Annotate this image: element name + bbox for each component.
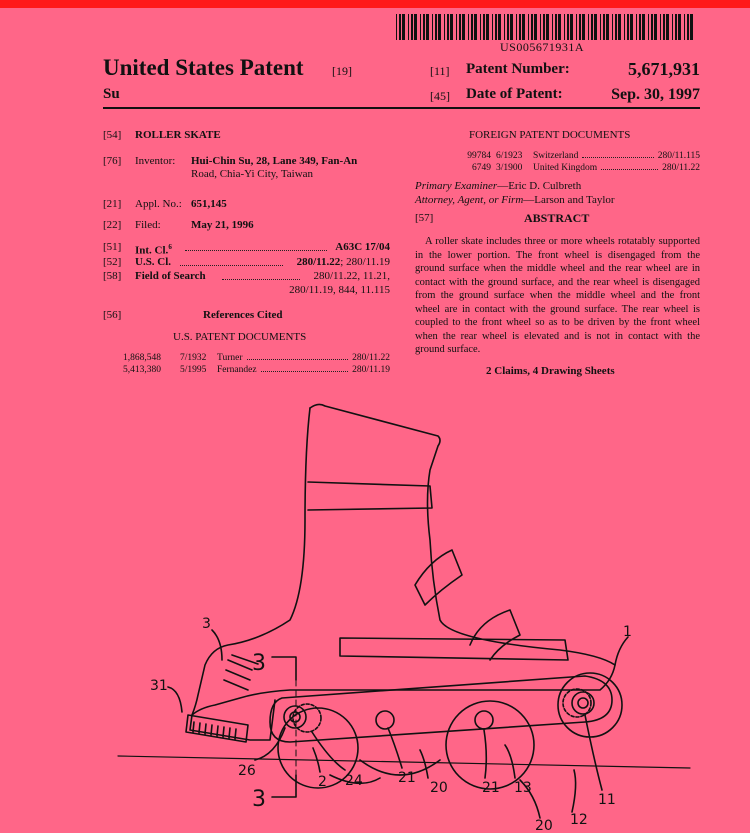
foreign-doc-number: 6749 [472,163,491,173]
attorney-label: Attorney, Agent, or Firm [415,194,524,206]
primary-examiner-label: Primary Examiner [415,180,498,192]
patent-number-label: Patent Number: [466,61,570,77]
title-ref-code: [19] [332,64,352,78]
us-doc-class: 280/11.22 [352,353,390,363]
appl-code: [21] [103,198,122,210]
ref-label-2: 2 [318,774,327,790]
appl-label: Appl. No.: [135,198,182,210]
foreign-doc-date: 3/1900 [496,163,523,173]
mid-axle-2 [475,711,493,729]
sole-line [340,638,568,660]
foreign-doc-class: 280/11.22 [662,163,700,173]
us-doc-name: Turner [217,353,243,363]
us-doc-class: 280/11.19 [352,365,390,375]
title-code: [54] [103,129,122,141]
appl-value: 651,145 [191,198,227,210]
strap-lower [470,610,520,660]
filed-label: Filed: [135,219,161,231]
claims-summary: 2 Claims, 4 Drawing Sheets [486,365,615,377]
leader-24 [312,732,345,770]
leader-12 [572,770,576,812]
uscl-value-main: 280/11.22 [296,256,341,268]
foreign-doc-class: 280/11.115 [657,151,700,161]
fos-value-1: 280/11.22, 11.21, [313,270,390,282]
leader-11 [585,715,602,790]
uscl-label: U.S. Cl. [135,256,172,268]
uscl-value-rest: ; 280/11.19 [340,256,390,268]
uscl-code: [52] [103,256,122,268]
intcl-label: Int. Cl. [135,244,169,257]
ref-label-24: 24 [345,773,363,789]
ref-label-21a: 21 [398,770,416,786]
foreign-doc-country: United Kingdom [533,163,598,173]
leader-20a [420,750,428,778]
front-axle-hub [578,698,588,708]
ref-label-11: 11 [598,792,616,808]
foreign-doc-country: Switzerland [533,151,579,161]
attorney-name: —Larson and Taylor [523,194,615,206]
patent-number: 5,671,931 [628,59,700,79]
date-label: Date of Patent: [466,86,563,102]
ref-label-1: 1 [623,624,632,640]
fos-value-2: 280/11.19, 844, 11.115 [289,284,390,296]
section-marker-top [272,657,296,680]
foreign-docs-title: FOREIGN PATENT DOCUMENTS [469,129,631,141]
abstract-title: ABSTRACT [524,211,590,225]
us-doc-number: 1,868,548 [123,353,161,363]
us-patent-docs-title: U.S. PATENT DOCUMENTS [173,331,307,343]
leader-1 [615,637,628,665]
inventor-line-2: Road, Chia-Yi City, Taiwan [191,168,314,180]
us-doc-date: 5/1995 [180,365,207,375]
patent-number-ref: [11] [430,64,450,78]
inventor-surname: Su [103,86,120,102]
front-wheel [558,673,622,737]
ref-label-12: 12 [570,812,588,828]
leader-21b [484,730,486,778]
frame-rail [270,676,612,742]
mid-axle-1 [376,711,394,729]
fos-label: Field of Search [135,270,206,282]
foreign-doc-number: 99784 [467,151,491,161]
references-cited-title: References Cited [203,309,283,321]
intcl-code: [51] [103,241,122,253]
date-of-patent: Sep. 30, 1997 [611,86,700,103]
ref-label-20a: 20 [430,780,448,796]
primary-examiner-name: —Eric D. Culbreth [497,180,582,192]
leader-3 [212,630,222,660]
refs-code: [56] [103,309,122,321]
abstract-code: [57] [415,212,434,224]
section-label-bottom: 3 [252,787,266,812]
intcl-value: A63C 17/04 [335,241,390,253]
foreign-doc-date: 6/1923 [496,151,523,161]
strap-top [308,482,432,510]
ref-label-13: 13 [514,780,532,796]
us-doc-date: 7/1932 [180,353,207,363]
leader-31 [168,687,182,712]
inventor-code: [76] [103,155,122,167]
date-ref: [45] [430,89,450,103]
filed-code: [22] [103,219,122,231]
leader-13 [505,745,515,778]
inventor-label: Inventor: [135,155,176,167]
ref-label-3: 3 [202,616,211,632]
ref-label-20b: 20 [535,818,553,833]
abstract-text: A roller skate includes three or more wheels rotatably supported in the lower portion. The front wheel is disengaged from the ground surface when the middle wheel and the rear wheel are in contact with the ground surface, and the rear wheel is disengaged from the ground surface when the middle wheel and the front wheel are in contact with the ground surface. The rear wheel is coupled to the front wheel so as to be driven by the front wheel when the rear wheel is elevated and is not in contact with the ground surface. [415,236,700,355]
section-label-top: 3 [252,651,266,676]
ref-label-26: 26 [238,763,256,779]
intcl-sup: 6 [168,243,172,251]
inventor-line-1: Hui-Chin Su, 28, Lane 349, Fan-An [191,155,358,167]
rear-gear [293,704,321,732]
ground-line [118,756,690,768]
filed-value: May 21, 1996 [191,219,254,231]
us-doc-number: 5,413,380 [123,365,161,375]
ref-label-21b: 21 [482,780,500,796]
strap-middle [415,550,462,605]
us-doc-name: Fernandez [217,365,257,375]
invention-title: ROLLER SKATE [135,129,221,141]
barcode-number: US005671931A [500,40,585,54]
ref-label-31: 31 [150,678,168,694]
fos-code: [58] [103,270,122,282]
patent-office-title: United States Patent [103,55,304,80]
